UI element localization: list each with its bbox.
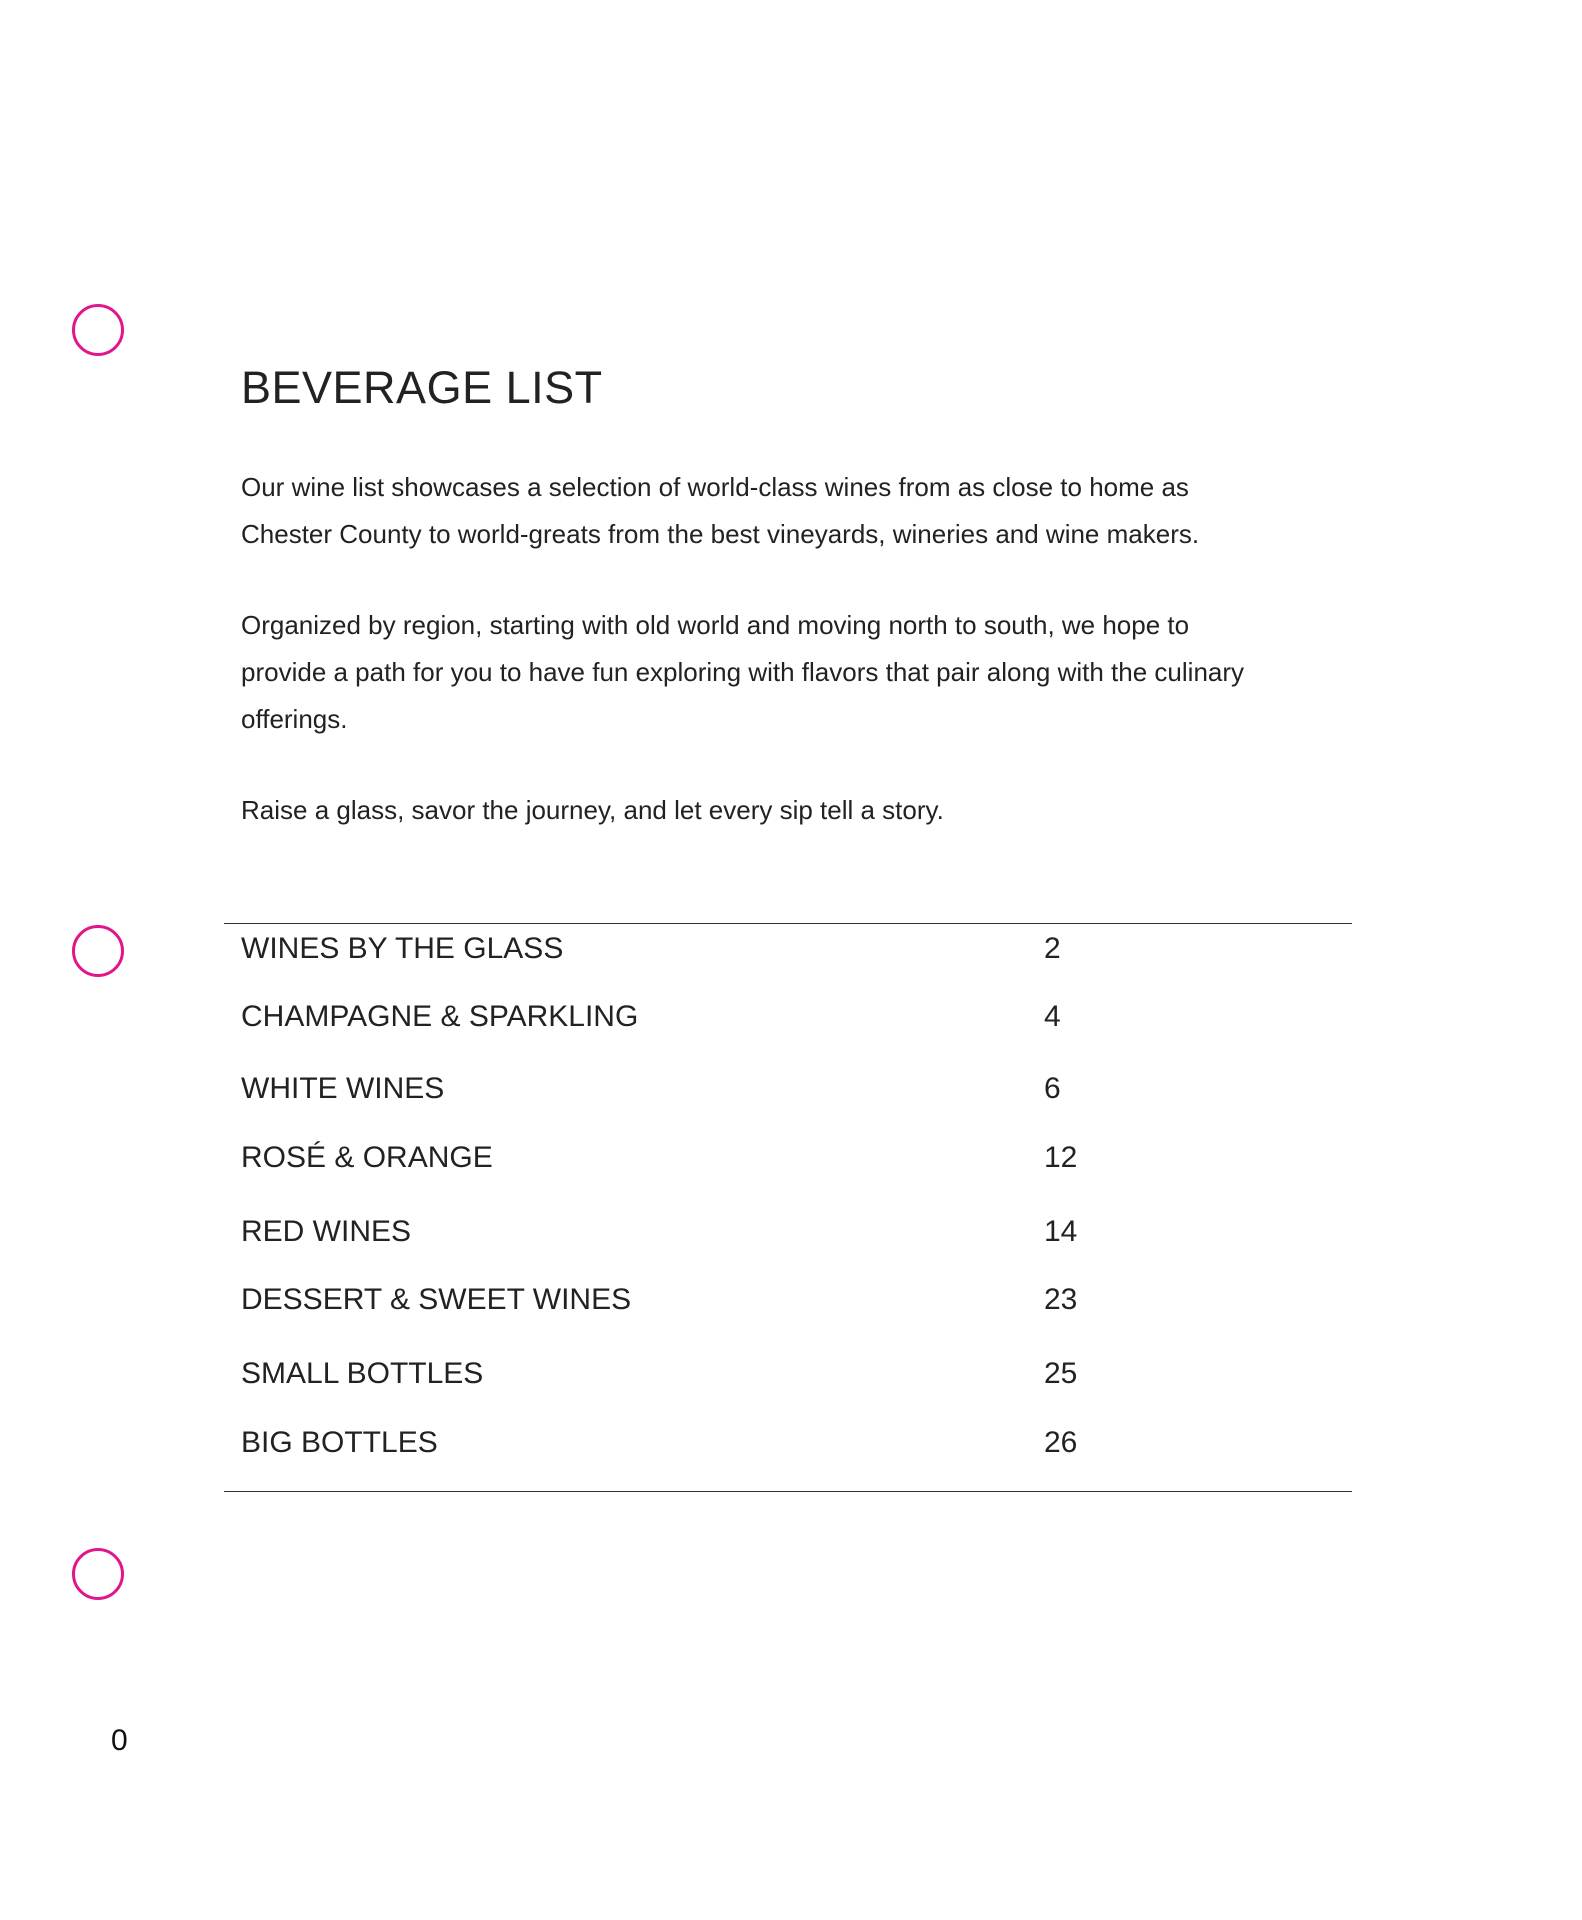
toc-item-page: 12: [1044, 1141, 1078, 1174]
toc-item-dessert-sweet-wines[interactable]: [241, 1275, 1341, 1349]
toc-item-rose-orange[interactable]: [241, 1133, 1341, 1207]
toc-item-red-wines[interactable]: [241, 1207, 1341, 1275]
toc-item-page: 6: [1044, 1072, 1061, 1105]
intro-paragraph: Raise a glass, savor the journey, and let every sip tell a story.: [241, 795, 944, 825]
binder-ring-top: [72, 304, 124, 356]
toc-item-page: 23: [1044, 1283, 1078, 1316]
toc-item-label: SMALL BOTTLES: [241, 1357, 484, 1390]
toc-item-page: 25: [1044, 1357, 1078, 1390]
toc-item-champagne-sparkling[interactable]: [241, 992, 1341, 1064]
toc-bottom-divider: [224, 1491, 1352, 1492]
intro-paragraph: Our wine list showcases a selection of world-class wines from as close to home as Chester County to world-greats from the best vineyards, wineries and wine makers.: [241, 472, 1200, 549]
toc-item-big-bottles[interactable]: [241, 1418, 1341, 1489]
toc-item-label: WINES BY THE GLASS: [241, 932, 564, 965]
toc-item-label: DESSERT & SWEET WINES: [241, 1283, 632, 1316]
toc-item-page: 14: [1044, 1215, 1078, 1248]
table-of-contents: [241, 924, 1341, 1489]
binder-ring-bottom: [72, 1548, 124, 1600]
binder-ring-middle: [72, 925, 124, 977]
page-title: BEVERAGE LIST: [241, 362, 603, 413]
toc-item-label: BIG BOTTLES: [241, 1426, 438, 1459]
page-number: 0: [111, 1724, 128, 1757]
toc-item-small-bottles[interactable]: [241, 1349, 1341, 1418]
toc-item-white-wines[interactable]: [241, 1064, 1341, 1133]
toc-item-label: WHITE WINES: [241, 1072, 445, 1105]
toc-item-page: 26: [1044, 1426, 1078, 1459]
toc-item-label: ROSÉ & ORANGE: [241, 1141, 493, 1174]
toc-item-label: RED WINES: [241, 1215, 412, 1248]
intro-text: [241, 464, 1245, 834]
toc-item-page: 4: [1044, 1000, 1061, 1033]
toc-item-page: 2: [1044, 932, 1061, 965]
intro-paragraph: Organized by region, starting with old world and moving north to south, we hope to provide a path for you to have fun exploring with flavors that pair along with the culinary offerings.: [241, 610, 1245, 734]
toc-item-wines-by-the-glass[interactable]: [241, 924, 1341, 992]
toc-item-label: CHAMPAGNE & SPARKLING: [241, 1000, 639, 1033]
